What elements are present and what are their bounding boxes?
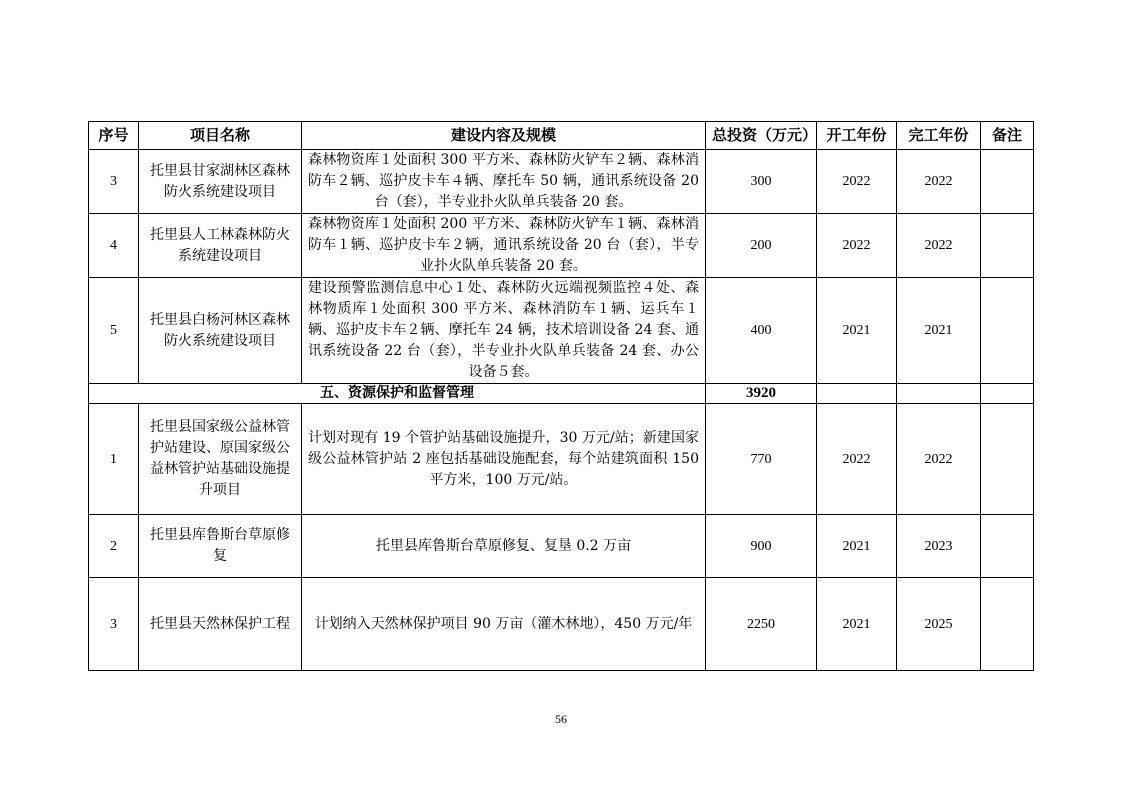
cell-investment: 300 (706, 150, 817, 214)
header-investment: 总投资（万元） (706, 122, 817, 150)
cell-investment: 770 (706, 404, 817, 515)
cell-seq: 4 (89, 214, 139, 278)
header-content: 建设内容及规模 (302, 122, 706, 150)
cell-content: 建设预警监测信息中心１处、森林防火远端视频监控４处、森林物质库１处面积 300 平方米、森林消防车１辆、运兵车１辆、巡护皮卡车２辆、摩托车 24 辆，技术培训设备 24 套、通讯系统设备 22 台（套），半专业扑火队单兵装备 24 套、办公设备５套。 (302, 278, 706, 384)
cell-name: 托里县国家级公益林管护站建设、原国家级公益林管护站基础设施提升项目 (139, 404, 302, 515)
section-investment: 3920 (706, 384, 817, 404)
cell-end-year: 2023 (897, 515, 981, 578)
cell-start-year: 2021 (817, 578, 897, 671)
cell-note (981, 404, 1034, 515)
table-row (89, 404, 1034, 515)
header-seq: 序号 (89, 122, 139, 150)
cell-end-year: 2022 (897, 214, 981, 278)
cell-content: 计划纳入天然林保护项目 90 万亩（灌木林地），450 万元/年 (302, 578, 706, 671)
cell-investment: 2250 (706, 578, 817, 671)
section-title: 五、资源保护和监督管理 (89, 384, 706, 404)
header-name: 项目名称 (139, 122, 302, 150)
table-row (89, 578, 1034, 671)
cell-name: 托里县天然林保护工程 (139, 578, 302, 671)
header-end-year: 完工年份 (897, 122, 981, 150)
cell-start-year: 2021 (817, 278, 897, 384)
cell-name: 托里县白杨河林区森林防火系统建设项目 (139, 278, 302, 384)
cell-content: 森林物资库１处面积 200 平方米、森林防火铲车１辆、森林消防车１辆、巡护皮卡车２辆，通讯系统设备 20 台（套），半专业扑火队单兵装备 20 套。 (302, 214, 706, 278)
cell-investment: 400 (706, 278, 817, 384)
table-row (89, 214, 1034, 278)
cell-note (981, 515, 1034, 578)
table-row (89, 150, 1034, 214)
cell-name: 托里县甘家湖林区森林防火系统建设项目 (139, 150, 302, 214)
cell-start-year: 2021 (817, 515, 897, 578)
cell-note (981, 278, 1034, 384)
cell-investment: 200 (706, 214, 817, 278)
table-row (89, 278, 1034, 384)
section-end-empty (897, 384, 981, 404)
cell-start-year: 2022 (817, 214, 897, 278)
cell-seq: 1 (89, 404, 139, 515)
cell-note (981, 578, 1034, 671)
section-start-empty (817, 384, 897, 404)
cell-end-year: 2022 (897, 404, 981, 515)
cell-seq: 2 (89, 515, 139, 578)
cell-start-year: 2022 (817, 150, 897, 214)
cell-end-year: 2022 (897, 150, 981, 214)
cell-note (981, 214, 1034, 278)
header-note: 备注 (981, 122, 1034, 150)
header-start-year: 开工年份 (817, 122, 897, 150)
cell-content: 计划对现有 19 个管护站基础设施提升，30 万元/站；新建国家级公益林管护站 2 座包括基础设施配套，每个站建筑面积 150 平方米，100 万元/站。 (302, 404, 706, 515)
section-note-empty (981, 384, 1034, 404)
table-row (89, 515, 1034, 578)
cell-start-year: 2022 (817, 404, 897, 515)
cell-seq: 3 (89, 578, 139, 671)
table-header-row (89, 122, 1034, 150)
cell-note (981, 150, 1034, 214)
page-number: 56 (555, 712, 567, 726)
cell-seq: 3 (89, 150, 139, 214)
cell-end-year: 2025 (897, 578, 981, 671)
cell-name: 托里县人工林森林防火系统建设项目 (139, 214, 302, 278)
cell-content: 托里县库鲁斯台草原修复、复垦 0.2 万亩 (302, 515, 706, 578)
cell-end-year: 2021 (897, 278, 981, 384)
cell-investment: 900 (706, 515, 817, 578)
cell-content: 森林物资库１处面积 300 平方米、森林防火铲车２辆、森林消防车２辆、巡护皮卡车４辆、摩托车 50 辆，通讯系统设备 20 台（套），半专业扑火队单兵装备 20 套。 (302, 150, 706, 214)
cell-seq: 5 (89, 278, 139, 384)
cell-name: 托里县库鲁斯台草原修复 (139, 515, 302, 578)
section-row (89, 384, 1034, 404)
project-table (88, 121, 1034, 671)
